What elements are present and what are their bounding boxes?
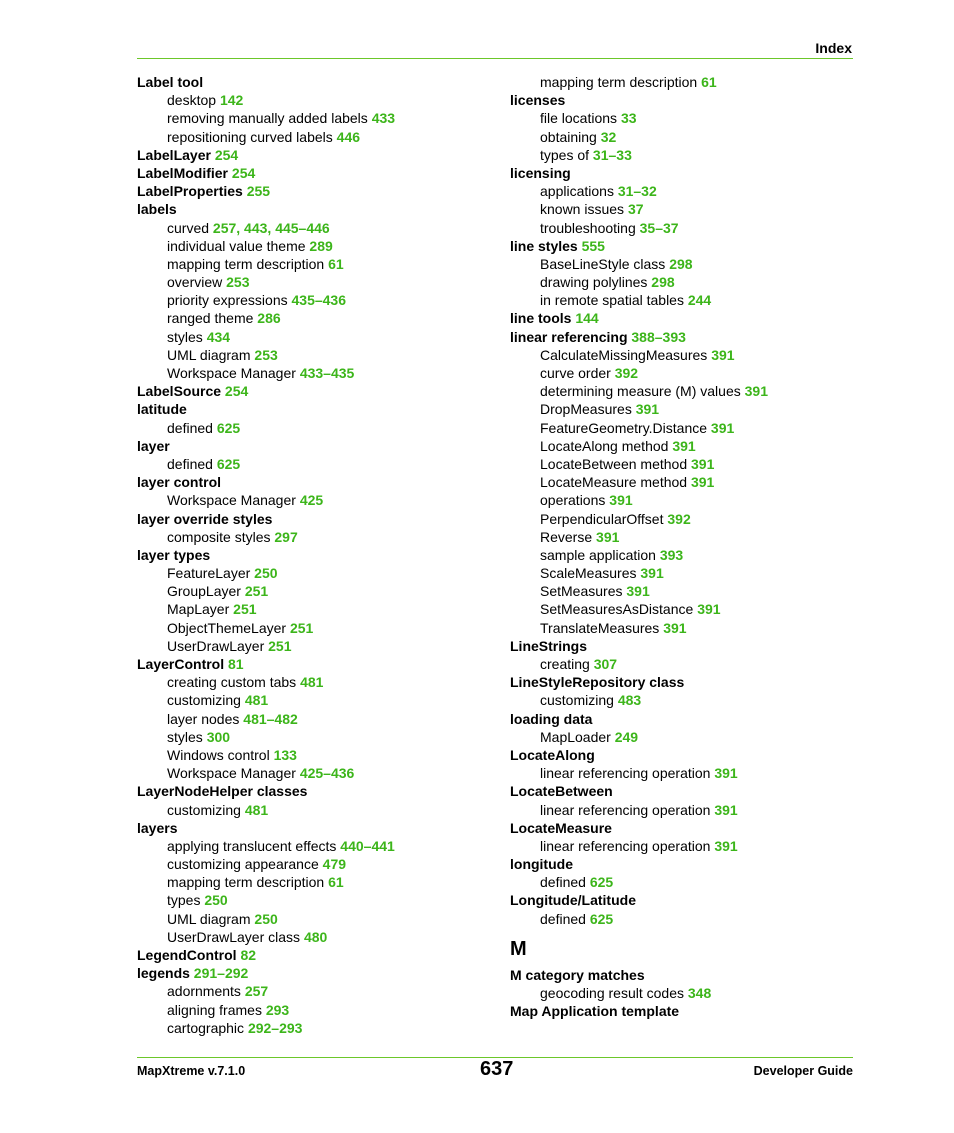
index-term: LayerControl	[137, 656, 229, 672]
index-sub-entry	[510, 984, 870, 1002]
page-reference-link[interactable]: 391	[714, 837, 738, 854]
page-number: 637	[480, 1058, 514, 1080]
index-term: creating	[540, 656, 594, 672]
index-term: file locations	[540, 110, 621, 127]
index-term: LocateMeasure method	[540, 474, 691, 491]
page-reference-link[interactable]: 481	[244, 692, 269, 709]
index-term: UserDrawLayer class	[167, 928, 304, 945]
page-reference-link[interactable]: 61	[328, 255, 344, 272]
page-reference-link[interactable]: 446	[336, 128, 361, 145]
page-reference-link[interactable]: 391	[690, 474, 715, 491]
page-reference-link[interactable]: 425	[299, 492, 324, 509]
index-term: LabelProperties	[137, 183, 247, 200]
page-reference-link[interactable]: 253	[226, 274, 250, 291]
index-sub-entry	[510, 255, 870, 273]
index-main-entry	[137, 200, 497, 218]
index-term: adornments	[167, 983, 245, 1000]
page-reference-link[interactable]: 37	[627, 201, 644, 218]
index-term: UML diagram	[167, 910, 255, 927]
index-sub-entry	[510, 219, 870, 237]
page-reference-link[interactable]: 391	[744, 383, 768, 400]
index-term: aligning frames	[167, 1001, 266, 1018]
index-term: overview	[167, 274, 227, 291]
index-term: licensing	[510, 164, 571, 181]
page-reference-link[interactable]: 33	[620, 110, 637, 127]
index-main-entry	[137, 73, 497, 91]
index-main-entry	[510, 164, 870, 182]
index-term: types	[167, 892, 205, 909]
page-reference-link[interactable]: 291–292	[193, 965, 249, 982]
page-reference-link[interactable]: 251	[244, 583, 269, 600]
page-reference-link[interactable]: 250	[254, 565, 278, 582]
index-main-entry	[510, 819, 870, 837]
index-sub-entry	[510, 528, 870, 546]
index-sub-entry	[510, 364, 870, 382]
index-term: Workspace Manager	[167, 492, 300, 509]
index-column-right	[510, 73, 870, 1020]
index-sub-entry	[510, 146, 870, 164]
index-main-entry	[137, 964, 497, 982]
page-reference-link[interactable]: 297	[274, 528, 298, 545]
index-term: UML diagram	[167, 346, 255, 363]
index-term: applying translucent effects	[167, 837, 341, 854]
index-sub-entry	[137, 91, 497, 109]
header-rule	[137, 58, 853, 59]
index-main-entry	[510, 91, 870, 109]
index-main-entry	[137, 473, 497, 491]
index-term: creating custom tabs	[167, 674, 301, 691]
page-reference-link[interactable]: 625	[589, 874, 614, 891]
page-reference-link[interactable]: 251	[289, 619, 314, 636]
index-sub-entry	[510, 510, 870, 528]
index-term: cartographic	[167, 1019, 248, 1036]
index-term: mapping term description	[167, 874, 329, 891]
page-reference-link[interactable]: 250	[204, 892, 228, 909]
index-term: defined	[540, 910, 590, 927]
index-term: GroupLayer	[167, 583, 245, 600]
page-reference-link[interactable]: 440–441	[340, 837, 395, 854]
page-reference-link[interactable]: 254	[224, 383, 249, 400]
index-sub-entry	[510, 109, 870, 127]
index-main-entry	[137, 164, 497, 182]
index-sub-entry	[137, 600, 497, 618]
index-term: layer override styles	[137, 510, 273, 527]
page-reference-link[interactable]: 81	[228, 656, 244, 672]
index-main-entry	[510, 855, 870, 873]
page-reference-link[interactable]: 254	[231, 164, 256, 181]
index-term: drawing polylines	[540, 274, 652, 291]
index-term: troubleshooting	[540, 219, 640, 236]
index-term: applications	[540, 183, 618, 200]
index-sub-entry	[510, 582, 870, 600]
index-sub-entry	[137, 491, 497, 509]
index-term: customizing	[540, 692, 618, 709]
index-sub-entry	[510, 473, 870, 491]
index-term: latitude	[137, 401, 187, 418]
index-sub-entry	[510, 691, 870, 709]
page-reference-link[interactable]: 253	[254, 346, 278, 363]
index-term: SetMeasures	[540, 583, 627, 600]
index-term: linear referencing operation	[540, 765, 715, 782]
page-reference-link[interactable]: 31–32	[617, 183, 657, 200]
page-reference-link[interactable]: 286	[257, 310, 281, 327]
index-sub-entry	[510, 910, 870, 928]
index-sub-entry	[137, 528, 497, 546]
index-main-entry	[137, 400, 497, 418]
index-sub-entry	[510, 382, 870, 400]
index-main-entry	[137, 437, 497, 455]
index-sub-entry	[510, 182, 870, 200]
index-term: geocoding result codes	[540, 985, 688, 1001]
index-sub-entry	[137, 891, 497, 909]
index-main-entry	[510, 328, 870, 346]
index-main-entry	[137, 946, 497, 964]
page-reference-link[interactable]: 392	[667, 510, 691, 527]
index-main-entry	[510, 637, 870, 655]
index-main-entry	[137, 655, 497, 673]
index-main-entry	[510, 966, 870, 984]
index-sub-entry	[510, 837, 870, 855]
index-term: linear referencing operation	[540, 801, 715, 818]
index-term: Windows control	[167, 746, 274, 763]
page-reference-link[interactable]: 300	[206, 728, 231, 745]
index-main-entry	[510, 1002, 870, 1020]
index-term: DropMeasures	[540, 401, 636, 418]
index-sub-entry	[510, 764, 870, 782]
index-term: linear referencing	[510, 328, 632, 345]
page-reference-link[interactable]: 61	[328, 874, 344, 891]
index-term: legends	[137, 965, 194, 982]
index-term: Longitude/Latitude	[510, 892, 636, 909]
index-term: line tools	[510, 310, 576, 327]
index-term: M category matches	[510, 966, 645, 983]
page-reference-link[interactable]: 257, 443, 445–446	[212, 219, 330, 236]
index-term: individual value theme	[167, 237, 310, 254]
index-sub-entry	[510, 455, 870, 473]
index-term: ScaleMeasures	[540, 565, 641, 582]
index-term: layer types	[137, 546, 211, 563]
index-term: longitude	[510, 856, 573, 873]
page-reference-link[interactable]: 391	[640, 565, 664, 582]
page-reference-link[interactable]: 298	[669, 255, 693, 272]
index-sub-entry	[137, 1001, 497, 1019]
index-term: types of	[540, 146, 593, 163]
index-term: styles	[167, 328, 207, 345]
index-sub-entry	[137, 291, 497, 309]
index-sub-entry	[137, 419, 497, 437]
index-sub-entry	[510, 546, 870, 564]
page-reference-link[interactable]: 625	[216, 419, 241, 436]
index-sub-entry	[510, 619, 870, 637]
index-sub-entry	[137, 219, 497, 237]
page-reference-link[interactable]: 434	[206, 328, 231, 345]
index-term: styles	[167, 728, 207, 745]
index-term: mapping term description	[540, 74, 702, 90]
index-sub-entry	[137, 109, 497, 127]
index-term: determining measure (M) values	[540, 383, 745, 400]
index-sub-entry	[137, 619, 497, 637]
index-sub-entry	[137, 564, 497, 582]
page-reference-link[interactable]: 391	[672, 437, 696, 454]
page-reference-link[interactable]: 144	[575, 310, 599, 327]
page-reference-link[interactable]: 435–436	[291, 292, 347, 309]
page-reference-link[interactable]: 391	[596, 528, 620, 545]
index-main-entry	[137, 819, 497, 837]
index-term: CalculateMissingMeasures	[540, 346, 712, 363]
index-term: customizing	[167, 801, 245, 818]
index-term: TranslateMeasures	[540, 619, 664, 636]
page-reference-link[interactable]: 555	[581, 237, 605, 254]
index-main-entry	[137, 782, 497, 800]
index-sub-entry	[510, 801, 870, 819]
page-reference-link[interactable]: 479	[322, 856, 347, 873]
index-term: LegendControl	[137, 947, 241, 963]
index-term: Workspace Manager	[167, 365, 300, 381]
footer-product: MapXtreme v.7.1.0	[137, 1064, 246, 1078]
index-sub-entry	[510, 73, 870, 91]
index-sub-entry	[137, 855, 497, 873]
page-reference-link[interactable]: 257	[244, 983, 269, 1000]
index-main-entry	[510, 782, 870, 800]
index-main-entry	[137, 382, 497, 400]
index-term: Workspace Manager	[167, 765, 300, 782]
page-reference-link[interactable]: 391	[609, 492, 633, 509]
index-term: ranged theme	[167, 310, 258, 327]
index-term: LabelSource	[137, 383, 225, 400]
index-term: curve order	[540, 365, 615, 381]
page-reference-link[interactable]: 391	[697, 601, 721, 618]
index-sub-entry	[510, 200, 870, 218]
index-term: defined	[167, 419, 217, 436]
index-term: licenses	[510, 92, 566, 109]
index-sub-entry	[137, 764, 497, 782]
index-term: customizing	[167, 692, 245, 709]
index-sub-entry	[137, 328, 497, 346]
index-term: repositioning curved labels	[167, 128, 337, 145]
page-reference-link[interactable]: 391	[691, 455, 715, 472]
index-column-left	[137, 73, 497, 1037]
index-sub-entry	[510, 346, 870, 364]
index-sub-entry	[137, 346, 497, 364]
index-term: LineStyleRepository class	[510, 674, 685, 691]
index-term: LabelLayer	[137, 146, 215, 163]
index-sub-entry	[510, 564, 870, 582]
index-sub-entry	[510, 600, 870, 618]
index-sub-entry	[137, 910, 497, 928]
index-term: LabelModifier	[137, 164, 232, 181]
index-term: removing manually added labels	[167, 110, 372, 127]
page-reference-link[interactable]: 82	[240, 947, 257, 963]
page-reference-link[interactable]: 391	[714, 765, 738, 782]
index-sub-entry	[510, 873, 870, 891]
page-reference-link[interactable]: 251	[268, 637, 292, 654]
index-term: priority expressions	[167, 292, 292, 309]
page-reference-link[interactable]: 433–435	[299, 365, 355, 381]
page-reference-link[interactable]: 391	[711, 346, 735, 363]
index-sub-entry	[137, 710, 497, 728]
index-term: in remote spatial tables	[540, 292, 688, 309]
index-term: customizing appearance	[167, 856, 323, 873]
page-reference-link[interactable]: 244	[687, 292, 712, 309]
page-reference-link[interactable]: 483	[617, 692, 642, 709]
index-main-entry	[137, 546, 497, 564]
page-reference-link[interactable]: 625	[216, 455, 241, 472]
index-term: sample application	[540, 546, 660, 563]
index-main-entry	[510, 710, 870, 728]
index-sub-entry	[137, 1019, 497, 1037]
page-reference-link[interactable]: 251	[233, 601, 257, 618]
index-term: LocateBetween method	[540, 455, 691, 472]
index-sub-entry	[137, 837, 497, 855]
index-sub-entry	[510, 419, 870, 437]
page-reference-link[interactable]: 392	[614, 365, 639, 381]
index-sub-entry	[137, 873, 497, 891]
index-sub-entry	[137, 255, 497, 273]
index-main-entry	[137, 510, 497, 528]
page-reference-link[interactable]: 249	[614, 728, 639, 745]
index-term: FeatureGeometry.Distance	[540, 419, 711, 436]
page-reference-link[interactable]: 293	[265, 1001, 290, 1018]
index-sub-entry	[137, 673, 497, 691]
index-term: mapping term description	[167, 255, 329, 272]
header-title: Index	[815, 40, 852, 56]
index-term: LineStrings	[510, 637, 588, 654]
page-reference-link[interactable]: 481–482	[243, 710, 298, 727]
index-term: UserDrawLayer	[167, 637, 269, 654]
footer-guide-title: Developer Guide	[753, 1064, 853, 1078]
index-term: Map Application template	[510, 1003, 680, 1020]
index-sub-entry	[137, 691, 497, 709]
page-reference-link[interactable]: 31–33	[592, 146, 632, 163]
index-sub-entry	[137, 637, 497, 655]
page-reference-link[interactable]: 388–393	[631, 328, 686, 345]
page-reference-link[interactable]: 292–293	[247, 1019, 303, 1036]
page-reference-link[interactable]: 625	[589, 910, 614, 927]
index-term: LocateMeasure	[510, 819, 612, 836]
index-term: layers	[137, 819, 178, 836]
index-term: LocateAlong	[510, 746, 595, 763]
index-term: PerpendicularOffset	[540, 510, 668, 527]
page-reference-link[interactable]: 255	[246, 183, 271, 200]
index-term: FeatureLayer	[167, 565, 255, 582]
index-sub-entry	[137, 273, 497, 291]
index-sub-entry	[510, 291, 870, 309]
index-main-entry	[510, 891, 870, 909]
index-term: Label tool	[137, 74, 204, 90]
index-term: labels	[137, 201, 177, 218]
page-reference-link[interactable]: 307	[593, 656, 618, 672]
index-sub-entry	[137, 982, 497, 1000]
index-main-entry	[137, 146, 497, 164]
index-sub-entry	[510, 491, 870, 509]
index-term: LayerNodeHelper classes	[137, 783, 308, 800]
index-sub-entry	[137, 728, 497, 746]
page-reference-link[interactable]: 250	[254, 910, 278, 927]
index-main-entry	[137, 182, 497, 200]
page-reference-link[interactable]: 391	[710, 419, 735, 436]
index-term: defined	[540, 874, 590, 891]
index-term: loading data	[510, 710, 593, 727]
page-reference-link[interactable]: 481	[244, 801, 269, 818]
page-reference-link[interactable]: 348	[687, 985, 712, 1001]
page-reference-link[interactable]: 32	[600, 128, 617, 145]
index-term: SetMeasuresAsDistance	[540, 601, 698, 618]
index-term: layer	[137, 437, 170, 454]
page-reference-link[interactable]: 254	[214, 146, 239, 163]
index-term: composite styles	[167, 528, 275, 545]
index-term: known issues	[540, 201, 628, 218]
index-main-entry	[510, 673, 870, 691]
index-term: line styles	[510, 237, 582, 254]
index-main-entry	[510, 309, 870, 327]
page-reference-link[interactable]: 298	[651, 274, 675, 291]
index-sub-entry	[137, 928, 497, 946]
index-sub-entry	[137, 364, 497, 382]
index-main-entry	[510, 746, 870, 764]
index-sub-entry	[137, 801, 497, 819]
index-term: desktop	[167, 92, 220, 109]
index-term: defined	[167, 455, 217, 472]
page-reference-link[interactable]: 142	[219, 92, 244, 109]
page-reference-link[interactable]: 393	[659, 546, 684, 563]
index-term: LocateBetween	[510, 783, 613, 800]
page-reference-link[interactable]: 391	[626, 583, 650, 600]
index-term: BaseLineStyle class	[540, 255, 670, 272]
index-term: Reverse	[540, 528, 597, 545]
page-reference-link[interactable]: 289	[309, 237, 333, 254]
index-sub-entry	[510, 273, 870, 291]
page-reference-link[interactable]: 61	[701, 74, 717, 90]
index-sub-entry	[137, 582, 497, 600]
index-term: curved	[167, 219, 213, 236]
index-sub-entry	[137, 746, 497, 764]
index-main-entry	[510, 237, 870, 255]
index-term: linear referencing operation	[540, 837, 715, 854]
index-sub-entry	[510, 400, 870, 418]
index-sub-entry	[510, 128, 870, 146]
index-term: layer nodes	[167, 710, 244, 727]
index-letter-heading: M	[510, 937, 527, 960]
index-sub-entry	[510, 655, 870, 673]
page-reference-link[interactable]: 35–37	[639, 219, 679, 236]
page-reference-link[interactable]: 391	[635, 401, 660, 418]
page-reference-link[interactable]: 391	[714, 801, 738, 818]
index-term: ObjectThemeLayer	[167, 619, 290, 636]
page-reference-link[interactable]: 133	[273, 746, 297, 763]
page-reference-link[interactable]: 425–436	[299, 765, 355, 782]
index-term: operations	[540, 492, 610, 509]
page-reference-link[interactable]: 480	[303, 928, 328, 945]
index-sub-entry	[137, 237, 497, 255]
index-term: obtaining	[540, 128, 601, 145]
index-term: MapLayer	[167, 601, 234, 618]
index-sub-entry	[510, 437, 870, 455]
index-sub-entry	[510, 728, 870, 746]
page-reference-link[interactable]: 391	[663, 619, 687, 636]
index-sub-entry	[137, 455, 497, 473]
index-sub-entry	[137, 309, 497, 327]
index-term: LocateAlong method	[540, 437, 673, 454]
index-sub-entry	[137, 128, 497, 146]
page-reference-link[interactable]: 481	[300, 674, 324, 691]
index-term: MapLoader	[540, 728, 615, 745]
index-term: layer control	[137, 474, 222, 491]
page-reference-link[interactable]: 433	[371, 110, 396, 127]
